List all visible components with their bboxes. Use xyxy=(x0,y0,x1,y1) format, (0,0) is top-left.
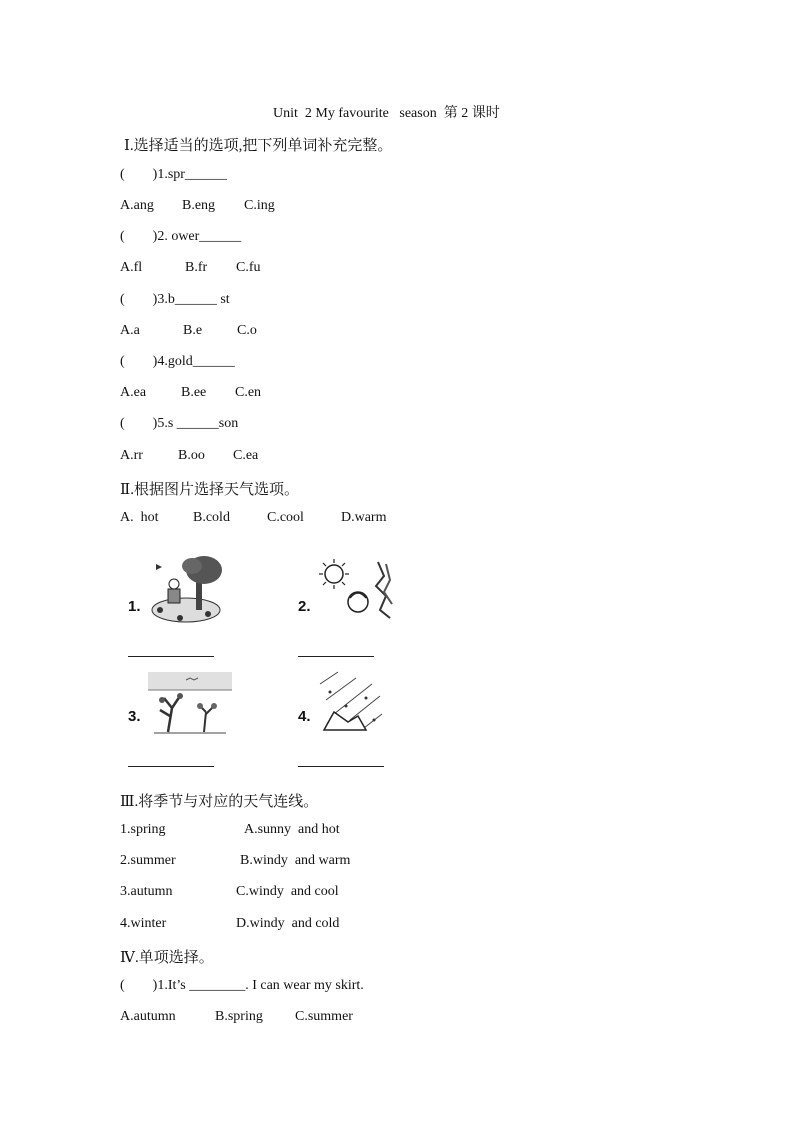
page-title: Unit 2 My favourite season 第 2 课时 xyxy=(273,106,500,121)
answer-blank[interactable] xyxy=(298,656,374,657)
option-c: C.o xyxy=(237,323,257,338)
answer-blank[interactable] xyxy=(298,766,384,767)
question-stem: ( )3.b______ st xyxy=(120,292,230,307)
section-4-heading: Ⅳ.单项选择。 xyxy=(120,950,214,966)
season-item[interactable]: 2.summer xyxy=(120,853,176,868)
option-b: B.oo xyxy=(178,448,205,463)
answer-blank[interactable] xyxy=(128,656,214,657)
option-c: C.ea xyxy=(233,448,259,463)
option-a: A.ea xyxy=(120,385,147,400)
option-b: B.ee xyxy=(181,385,207,400)
option-a: A.rr xyxy=(120,448,143,463)
picture-number: 2. xyxy=(298,598,311,615)
sun-and-child-icon xyxy=(316,558,398,624)
picture-number: 1. xyxy=(128,598,141,615)
season-item[interactable]: 4.winter xyxy=(120,916,167,931)
weather-item[interactable]: A.sunny and hot xyxy=(244,822,340,837)
option-c: C.ing xyxy=(244,198,275,213)
option-a: A.ang xyxy=(120,198,154,213)
weather-item[interactable]: B.windy and warm xyxy=(240,853,351,868)
weather-item[interactable]: D.windy and cold xyxy=(236,916,340,931)
section-3-heading: Ⅲ.将季节与对应的天气连线。 xyxy=(120,794,319,810)
option-b: B.eng xyxy=(182,198,216,213)
question-stem: ( )2. ower______ xyxy=(120,229,242,244)
question-stem: ( )5.s ______son xyxy=(120,416,239,431)
option-b: B.e xyxy=(183,323,203,338)
question-stem: ( )1.spr______ xyxy=(120,167,227,182)
option-c: C.fu xyxy=(236,260,261,275)
picture-number: 4. xyxy=(298,708,311,725)
picture-number: 3. xyxy=(128,708,141,725)
option-a: A.autumn xyxy=(120,1009,176,1024)
weather-option-c: C.cool xyxy=(267,510,304,525)
weather-option-a: A. hot xyxy=(120,510,159,525)
answer-blank[interactable] xyxy=(128,766,214,767)
weather-option-b: B.cold xyxy=(193,510,230,525)
weather-item[interactable]: C.windy and cool xyxy=(236,884,339,899)
option-c: C.summer xyxy=(295,1009,353,1024)
question-stem: ( )4.gold______ xyxy=(120,354,235,369)
season-item[interactable]: 1.spring xyxy=(120,822,166,837)
season-item[interactable]: 3.autumn xyxy=(120,884,173,899)
windy-plants-icon xyxy=(146,670,234,736)
question-stem: ( )1.It’s ________. I can wear my skirt. xyxy=(120,978,364,993)
snow-scene-icon xyxy=(316,670,384,736)
section-2-heading: Ⅱ.根据图片选择天气选项。 xyxy=(120,482,299,498)
option-c: C.en xyxy=(235,385,262,400)
option-b: B.fr xyxy=(185,260,208,275)
section-1-heading: Ⅰ.选择适当的选项,把下列单词补充完整。 xyxy=(124,138,393,154)
option-a: A.fl xyxy=(120,260,143,275)
picnic-under-tree-icon xyxy=(146,554,226,626)
weather-option-d: D.warm xyxy=(341,510,387,525)
option-a: A.a xyxy=(120,323,140,338)
option-b: B.spring xyxy=(215,1009,263,1024)
